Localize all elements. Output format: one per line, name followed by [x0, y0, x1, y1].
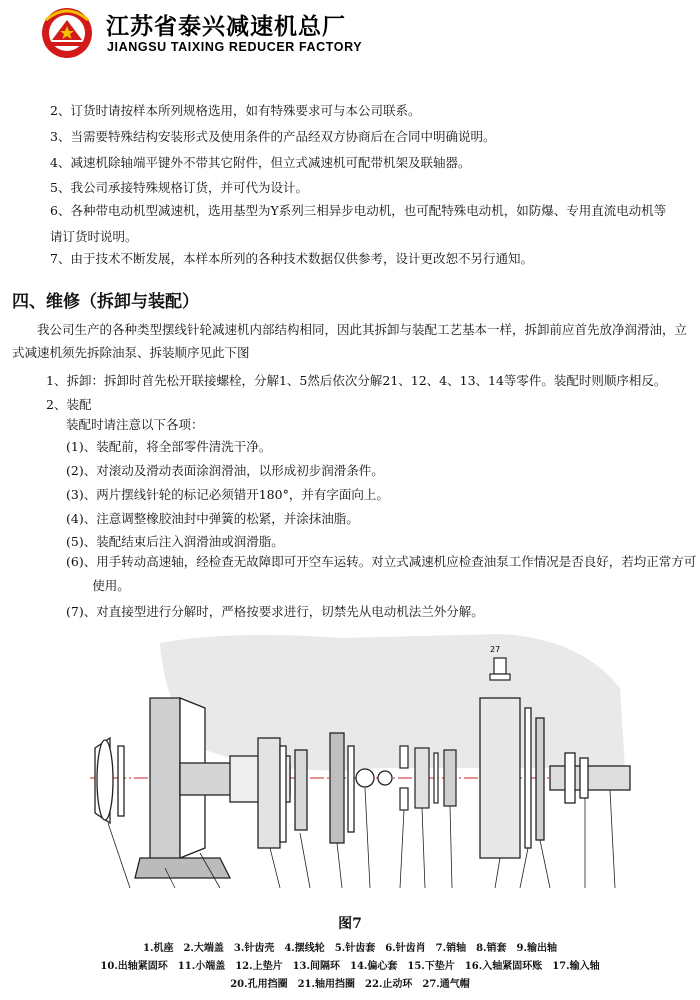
- assembly-step-2: (2)、对滚动及滑动表面涂润滑油，以形成初步润滑条件。: [66, 463, 384, 478]
- note-5: 5、我公司承接特殊规格订货，并可代为设计。: [50, 180, 308, 195]
- company-name-cn: 江苏省泰兴减速机总厂: [106, 14, 346, 40]
- section-title: 四、维修（拆卸与装配）: [12, 292, 199, 312]
- pin-gear-housing: [258, 738, 307, 848]
- parts-legend-line-1: 1.机座 2.大端盖 3.针齿壳 4.摆线轮 5.针齿套 6.针齿肖 7.销轴 8.销套 9.输出轴: [143, 943, 557, 954]
- assembly-step-6: (6)、用手转动高速轴，经检查无故障即可开空车运转。对立式减速机应检查油泵工作情况是否良好，若均正常方可使用。: [66, 554, 697, 593]
- assembly-step-1: (1)、装配前，将全部零件清洗干净。: [66, 439, 272, 454]
- assembly-step-5: (5)、装配结束后注入润滑油或润滑脂。: [66, 534, 284, 549]
- section-intro: 我公司生产的各种类型摆线针轮减速机内部结构相同，因此其拆卸与装配工艺基本一样，拆卸前应首先放净润滑油，立式减速机须先拆除油泵、拆装顺序见此下图: [12, 322, 688, 360]
- parts-legend-line-2: 10.出轴紧固环 11.小端盖 12.上垫片 13.间隔环 14.偏心套 15.下垫片 16.入轴紧固环账 17.输入轴: [100, 961, 600, 972]
- note-4: 4、减速机除轴端平键外不带其它附件，但立式减速机可配带机架及联轴器。: [50, 155, 471, 170]
- assembly-step-3: (3)、两片摆线针轮的标记必须错开180°，并有字面向上。: [66, 487, 389, 502]
- note-6: 6、各种带电动机型减速机，选用基型为Y系列三相异步电动机，也可配特殊电动机，如防爆、专用直流电动机等请订货时说明。: [50, 203, 667, 244]
- note-3: 3、当需要特殊结构安装形式及使用条件的产品经双方协商后在合同中明确说明。: [50, 129, 496, 144]
- disassembly-text: 1、拆卸：拆卸时首先松开联接螺栓，分解1、5然后依次分解21、12、4、13、14等零件。装配时则顺序相反。: [46, 373, 667, 388]
- output-end-cover: [95, 738, 124, 823]
- page-header: [0, 0, 700, 70]
- factory-logo-icon: [40, 6, 94, 60]
- note-7: 7、由于技术不断发展，本样本所列的各种技术数据仅供参考，设计更改恕不另行通知。: [50, 251, 533, 266]
- parts-legend-line-3: 20.孔用挡圈 21.轴用挡圈 22.止动环 27.通气帽: [230, 979, 470, 990]
- assembly-step-7: (7)、对直接型进行分解时，严格按要求进行，切禁先从电动机法兰外分解。: [66, 604, 484, 619]
- company-name-en: JIANGSU TAIXING REDUCER FACTORY: [107, 40, 363, 54]
- exploded-assembly-diagram: [80, 628, 640, 913]
- note-2: 2、订货时请按样本所列规格选用，如有特殊要求可与本公司联系。: [50, 103, 421, 118]
- assembly-title: 2、装配: [46, 397, 92, 412]
- figure-label: 图7: [338, 916, 362, 932]
- breather-cap-callout: 27: [490, 645, 501, 654]
- assembly-step-4: (4)、注意调整橡胶油封中弹簧的松紧，并涂抹油脂。: [66, 511, 359, 526]
- assembly-intro: 装配时请注意以下各项：: [66, 417, 204, 432]
